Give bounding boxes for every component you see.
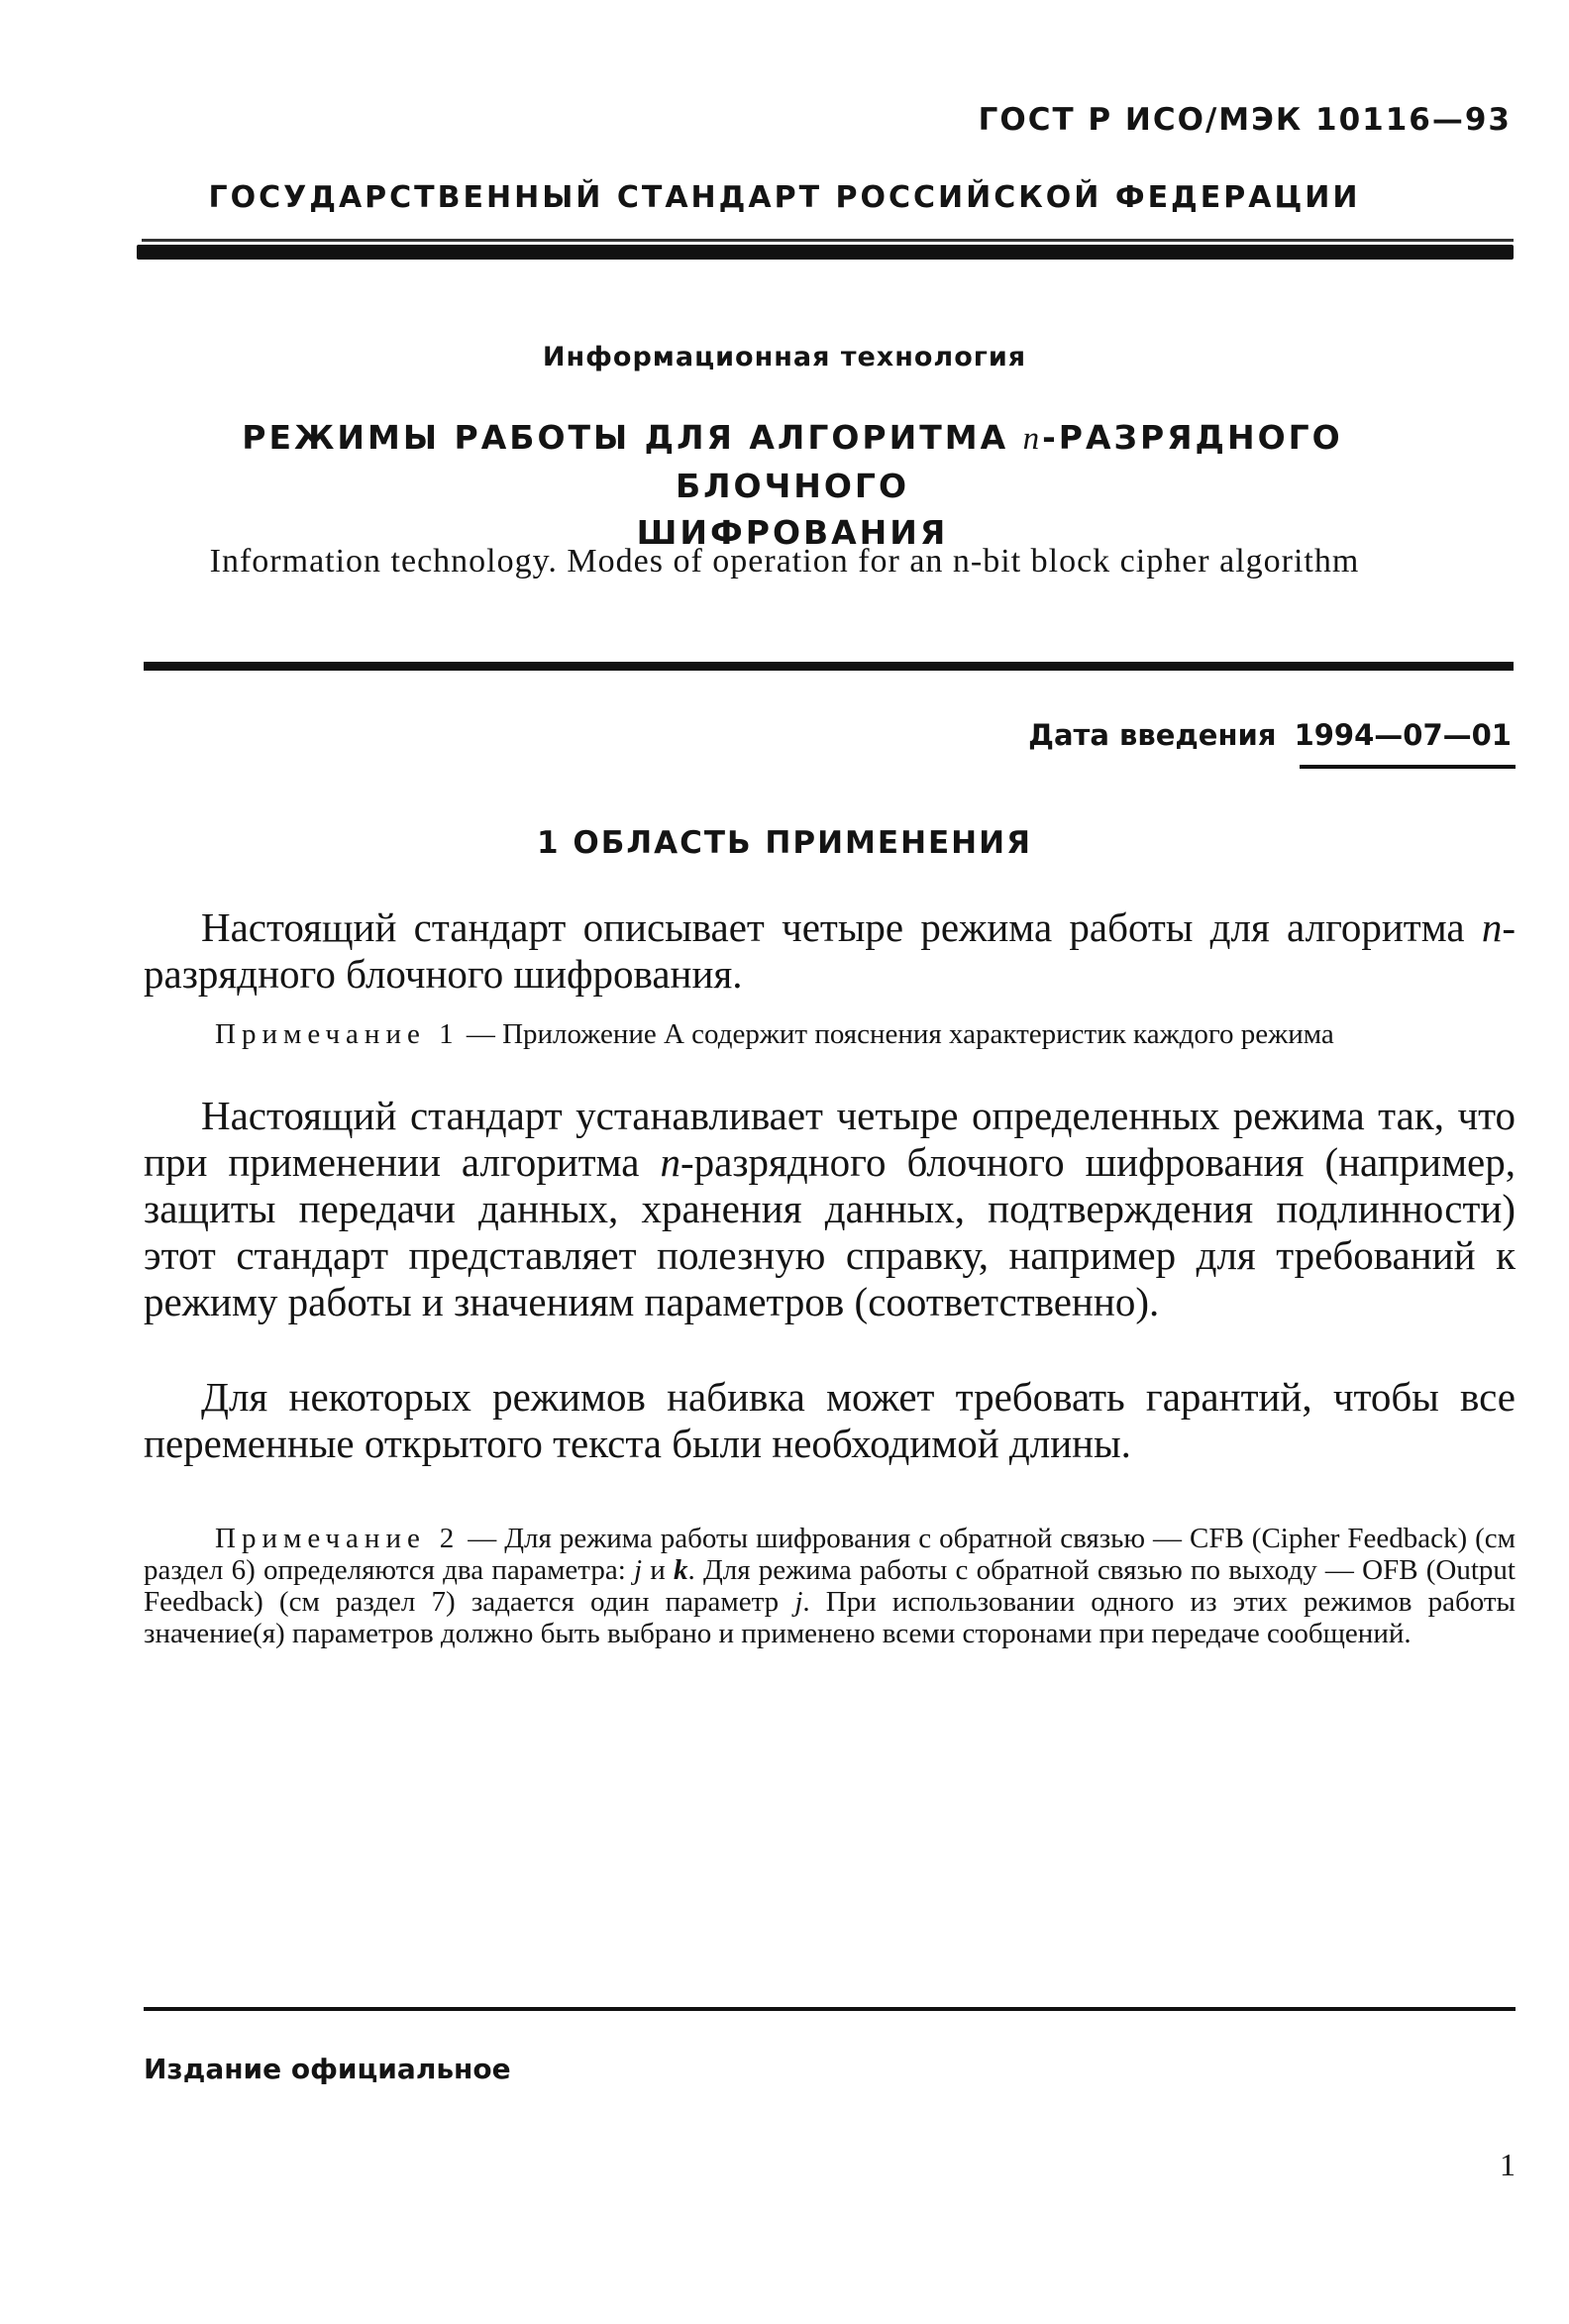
- date-underline: [1300, 765, 1516, 769]
- main-title-n: n: [1022, 421, 1043, 457]
- note-1: [144, 1018, 1516, 1050]
- footer-rule: [144, 2007, 1516, 2011]
- paragraph-2: [144, 1093, 1516, 1325]
- date-label: Дата введения: [1028, 718, 1277, 752]
- paragraph-1-n: n: [1481, 904, 1503, 950]
- note-2-j: j: [633, 1554, 643, 1586]
- main-title-part1: РЕЖИМЫ РАБОТЫ ДЛЯ АЛГОРИТМА: [242, 418, 1023, 457]
- paragraph-3: [144, 1374, 1516, 1467]
- paragraph-1-post: -разрядного блочного шифрования.: [144, 904, 1516, 997]
- note-2-text-2: . Для режима работы с обратной связью по выходу — OFB (Output Feedback) (см раздел 7) задается один параметр: [144, 1554, 1516, 1618]
- state-standard-title: ГОСУДАРСТВЕННЫЙ СТАНДАРТ РОССИЙСКОЙ ФЕДЕРАЦИИ: [208, 180, 1361, 215]
- note-1-label: Примечание 1: [215, 1018, 460, 1050]
- paragraph-1: [144, 904, 1516, 998]
- note-2-and: и: [642, 1554, 674, 1586]
- main-title-part2: -РАЗРЯДНОГО БЛОЧНОГО: [675, 418, 1343, 505]
- main-title-line2: ШИФРОВАНИЯ: [636, 513, 949, 552]
- paragraph-3-text: Для некоторых режимов набивка может требовать гарантий, чтобы все переменные открытого текста были необходимой длины.: [144, 1374, 1516, 1466]
- date-value: 1994—07—01: [1294, 718, 1512, 752]
- note-2-label: Примечание 2: [215, 1523, 461, 1554]
- title-bottom-rule: [144, 662, 1514, 671]
- header-thin-rule: [142, 239, 1514, 242]
- note-2-k: k: [673, 1554, 688, 1586]
- note-2: [144, 1523, 1516, 1649]
- paragraph-2-pre: Настоящий стандарт устанавливает четыре определенных режима так, что при применении алгоритма: [144, 1093, 1516, 1185]
- series-title: Информационная технология: [542, 342, 1027, 372]
- official-edition-label: Издание официальное: [144, 2053, 511, 2085]
- paragraph-2-n: n: [660, 1139, 680, 1185]
- paragraph-1-pre: Настоящий стандарт описывает четыре режима работы для алгоритма: [201, 904, 1482, 950]
- note-2-text-1: — Для режима работы шифрования с обратной связью — CFB (Cipher Feedback) (см раздел 6) определяются два параметра:: [144, 1523, 1516, 1586]
- header-thick-rule: [137, 245, 1514, 260]
- main-title: [149, 414, 1436, 556]
- note-2-text-3: . При использовании одного из этих режимов работы значение(я) параметров должно быть выбрано и применено всеми сторонами при передаче сообщений.: [144, 1586, 1516, 1649]
- document-code: ГОСТ Р ИСО/МЭК 10116—93: [978, 102, 1512, 138]
- section-title: 1 ОБЛАСТЬ ПРИМЕНЕНИЯ: [537, 825, 1032, 861]
- introduction-date: [1028, 718, 1512, 752]
- english-title: Information technology. Modes of operation for an n-bit block cipher algorithm: [209, 543, 1360, 580]
- paragraph-2-post: -разрядного блочного шифрования (например, защиты передачи данных, хранения данных, подтверждения подлинности) этот стандарт представляет полезную справку, например для требований к режиму работы и значениям параметров (соответственно).: [144, 1139, 1516, 1324]
- note-1-text: — Приложение А содержит пояснения характеристик каждого режима: [459, 1018, 1334, 1050]
- note-2-j2: j: [794, 1586, 803, 1618]
- page-number: 1: [1500, 2147, 1516, 2182]
